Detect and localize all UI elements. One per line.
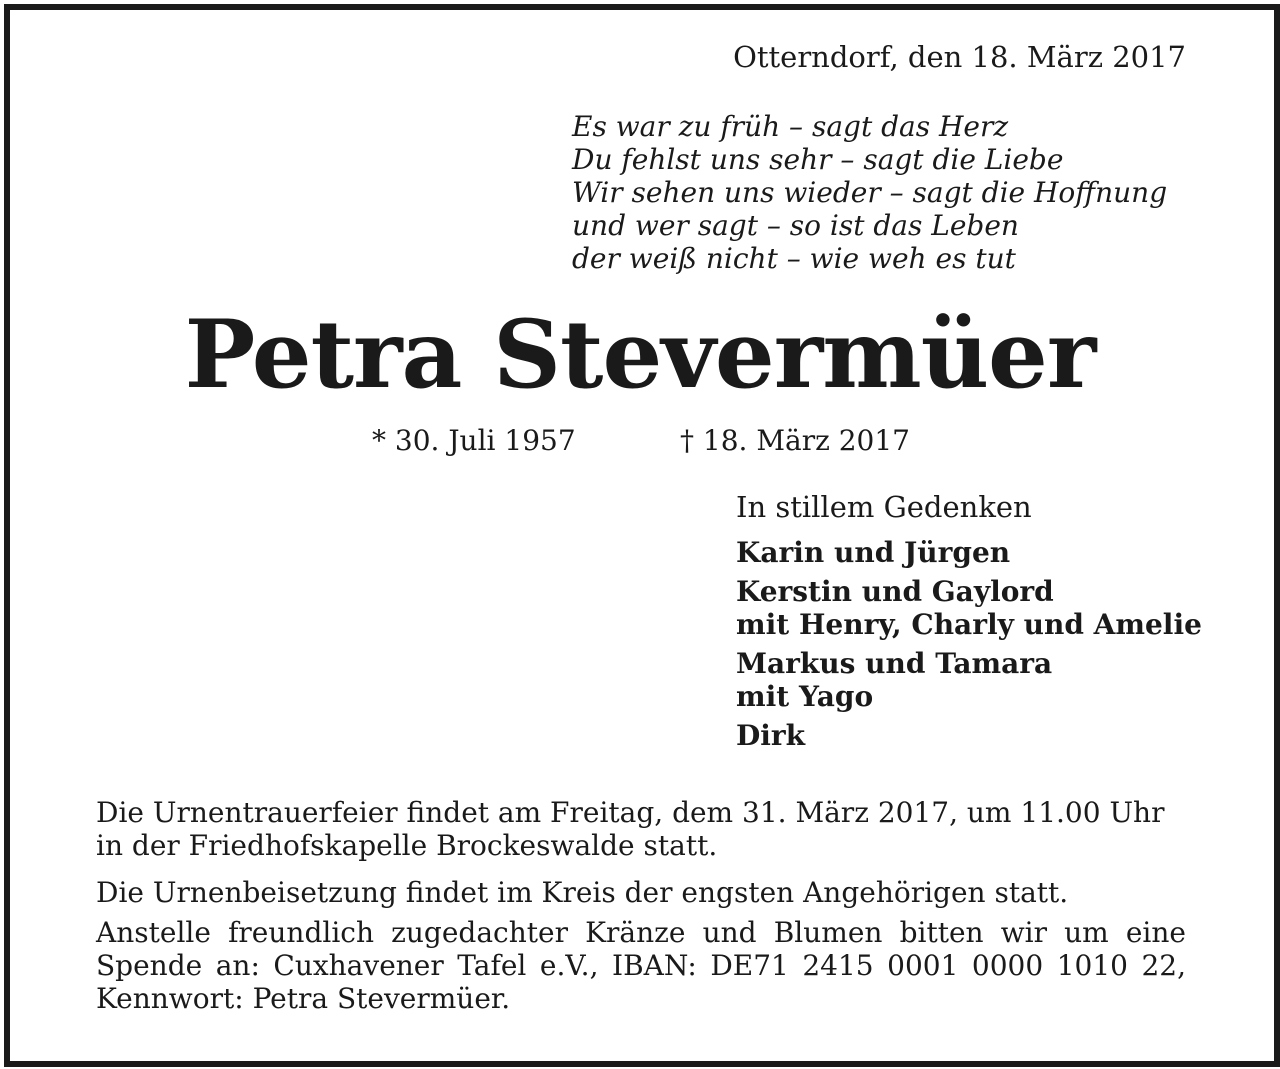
mourner-line: Kerstin und Gaylord (736, 575, 1054, 608)
mourner-group (736, 719, 1202, 752)
mourner-line: Markus und Tamara (736, 647, 1053, 680)
poem-line: der weiß nicht – wie weh es tut (572, 242, 1016, 275)
mourners-intro: In stillem Gedenken (736, 490, 1032, 524)
mourner-line: Karin und Jürgen (736, 536, 1011, 569)
place-date: Otterndorf, den 18. März 2017 (733, 40, 1186, 74)
death-date: † 18. März 2017 (680, 424, 910, 457)
poem (572, 110, 1167, 275)
mourner-group (736, 575, 1202, 641)
mourner-line: Dirk (736, 719, 806, 752)
donation-notice: Anstelle freundlich zugedachter Kränze und Blumen bitten wir um eine Spende an: Cuxhavener Tafel e.V., IBAN: DE71 2415 0001 0000 1010 22, Kennwort: Petra Stevermüer. (96, 916, 1186, 1015)
birth-date: * 30. Juli 1957 (372, 424, 576, 457)
mourner-group (736, 647, 1202, 713)
poem-line: und wer sagt – so ist das Leben (572, 209, 1019, 242)
ceremony-notice: Die Urnentrauerfeier findet am Freitag, dem 31. März 2017, um 11.00 Uhr in der Friedhofskapelle Brockeswalde statt. (96, 796, 1165, 862)
poem-line: Du fehlst uns sehr – sagt die Liebe (572, 143, 1064, 176)
mourners-block (736, 490, 1202, 758)
mourner-line: mit Yago (736, 680, 874, 713)
mourner-group (736, 536, 1202, 569)
deceased-name: Petra Stevermüer (184, 300, 1096, 410)
poem-line: Es war zu früh – sagt das Herz (572, 110, 1009, 143)
mourner-line: mit Henry, Charly und Amelie (736, 608, 1202, 641)
poem-line: Wir sehen uns wieder – sagt die Hoffnung (572, 176, 1168, 209)
burial-notice: Die Urnenbeisetzung findet im Kreis der engsten Angehörigen statt. (96, 876, 1069, 909)
